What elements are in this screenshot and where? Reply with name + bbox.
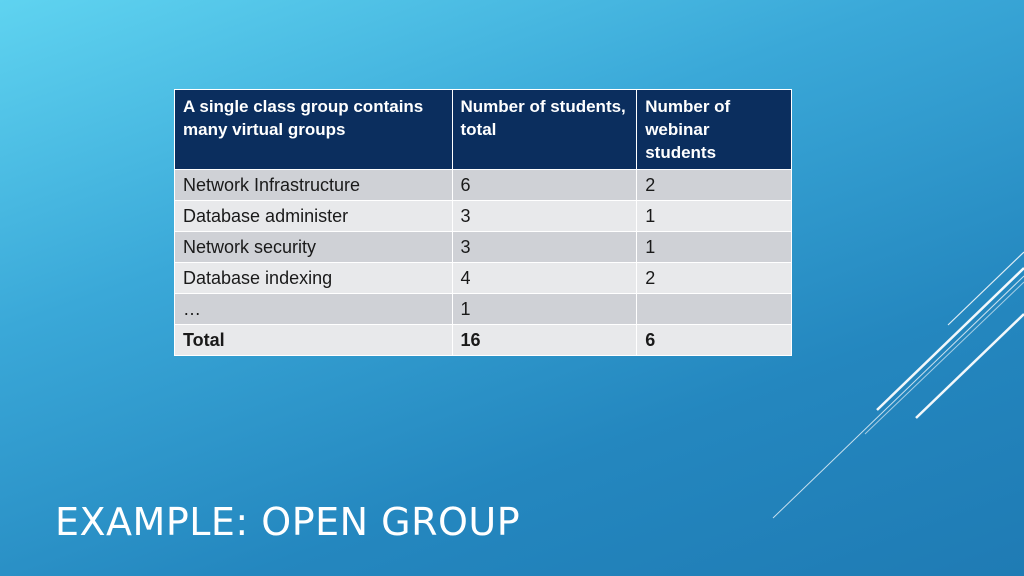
cell-webinar: 2	[637, 170, 792, 201]
deco-line-1	[948, 252, 1024, 325]
students-table	[174, 89, 792, 356]
cell-total: 6	[452, 170, 637, 201]
deco-line-5	[773, 276, 1024, 518]
cell-total: 4	[452, 263, 637, 294]
table-row	[175, 201, 792, 232]
table-row	[175, 232, 792, 263]
cell-group: Database indexing	[175, 263, 453, 294]
header-total-students: Number of students, total	[452, 90, 637, 170]
table-header-row	[175, 90, 792, 170]
cell-group: Database administer	[175, 201, 453, 232]
cell-webinar: 1	[637, 201, 792, 232]
cell-group: Network Infrastructure	[175, 170, 453, 201]
cell-group: Network security	[175, 232, 453, 263]
cell-total: 3	[452, 201, 637, 232]
cell-webinar: 1	[637, 232, 792, 263]
cell-total-webinar: 6	[637, 325, 792, 356]
cell-group: …	[175, 294, 453, 325]
table-row	[175, 170, 792, 201]
table-row	[175, 294, 792, 325]
cell-total-label: Total	[175, 325, 453, 356]
table-row	[175, 263, 792, 294]
deco-line-2	[877, 268, 1024, 410]
header-group: A single class group contains many virtual groups	[175, 90, 453, 170]
cell-total: 3	[452, 232, 637, 263]
cell-total-students: 16	[452, 325, 637, 356]
cell-webinar: 2	[637, 263, 792, 294]
deco-line-4	[865, 282, 1024, 434]
deco-line-3	[916, 314, 1024, 418]
table-total-row	[175, 325, 792, 356]
cell-total: 1	[452, 294, 637, 325]
slide-title: EXAMPLE: OPEN GROUP	[55, 500, 521, 544]
header-webinar-students: Number of webinar students	[637, 90, 792, 170]
cell-webinar	[637, 294, 792, 325]
